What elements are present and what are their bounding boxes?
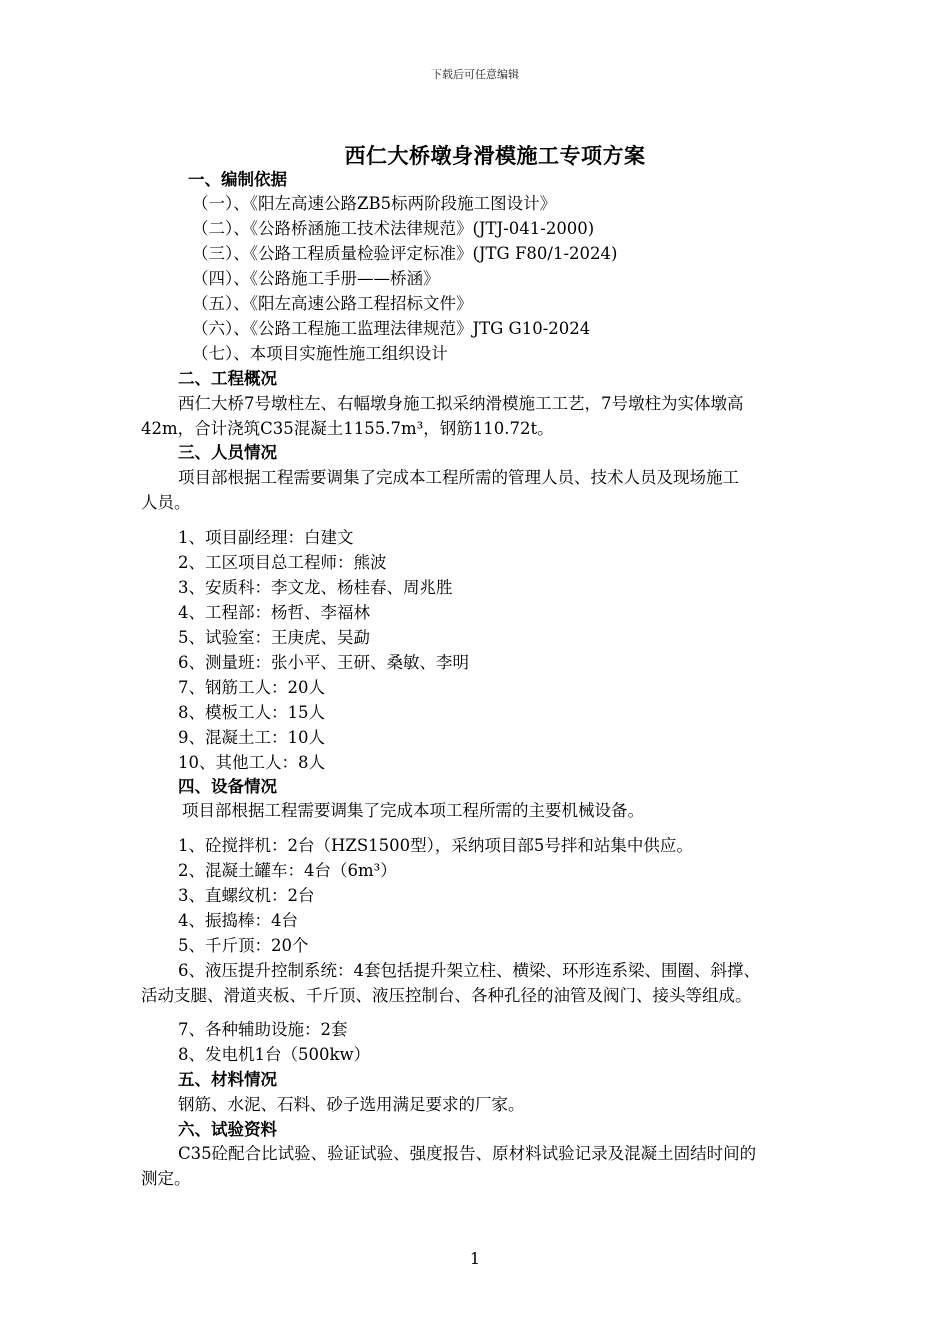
- equipment-item: 6、液压提升控制系统：4套包括提升架立柱、横梁、环形连系梁、围圈、斜撑、: [178, 961, 760, 980]
- equipment-item: 4、振捣棒：4台: [178, 911, 298, 930]
- personnel-item: 2、工区项目总工程师：熊波: [178, 553, 387, 572]
- section-heading-testing: 六、试验资料: [178, 1120, 277, 1139]
- section-heading-equipment: 四、设备情况: [178, 777, 277, 796]
- personnel-item: 8、模板工人：15人: [178, 703, 325, 722]
- personnel-item: 6、测量班：张小平、王研、桑敏、李明: [178, 653, 469, 672]
- personnel-item: 3、安质科：李文龙、杨桂春、周兆胜: [178, 578, 453, 597]
- personnel-item: 4、工程部：杨哲、李福林: [178, 603, 370, 622]
- materials-paragraph: 钢筋、水泥、石料、砂子选用满足要求的厂家。: [178, 1095, 525, 1114]
- personnel-paragraph-line: 项目部根据工程需要调集了完成本工程所需的管理人员、技术人员及现场施工: [178, 468, 739, 487]
- basis-item: （三）、《公路工程质量检验评定标准》(JTG F80/1-2024): [192, 244, 618, 263]
- basis-item: （五）、《阳左高速公路工程招标文件》: [192, 294, 473, 313]
- section-heading-basis: 一、编制依据: [188, 170, 287, 189]
- overview-paragraph-line: 西仁大桥7号墩柱左、右幅墩身施工拟采纳滑模施工工艺，7号墩柱为实体墩高: [178, 394, 744, 413]
- personnel-item: 7、钢筋工人：20人: [178, 678, 325, 697]
- personnel-item: 10、其他工人：8人: [178, 753, 325, 772]
- basis-item: （四）、《公路施工手册——桥涵》: [192, 269, 440, 288]
- page-number: 1: [469, 1249, 481, 1268]
- testing-paragraph-line: 测定。: [141, 1169, 191, 1188]
- personnel-item: 1、项目副经理：白建文: [178, 528, 354, 547]
- section-heading-materials: 五、材料情况: [178, 1070, 277, 1089]
- section-heading-overview: 二、工程概况: [178, 369, 277, 388]
- equipment-item: 8、发电机1台（500kw）: [178, 1045, 371, 1064]
- equipment-item: 活动支腿、滑道夹板、千斤顶、液压控制台、各种孔径的油管及阀门、接头等组成。: [141, 986, 752, 1005]
- overview-paragraph-line: 42m，合计浇筑C35混凝土1155.7m³，钢筋110.72t。: [141, 419, 554, 438]
- equipment-item: 1、砼搅拌机：2台（HZS1500型），采纳项目部5号拌和站集中供应。: [178, 836, 693, 855]
- testing-paragraph-line: C35砼配合比试验、验证试验、强度报告、原材料试验记录及混凝土固结时间的: [178, 1144, 757, 1163]
- section-heading-personnel: 三、人员情况: [178, 443, 277, 462]
- equipment-paragraph: 项目部根据工程需要调集了完成本项工程所需的主要机械设备。: [182, 801, 644, 820]
- equipment-item: 5、千斤顶：20个: [178, 936, 309, 955]
- personnel-item: 5、试验室：王庚虎、吴勐: [178, 628, 370, 647]
- equipment-item: 7、各种辅助设施：2套: [178, 1020, 348, 1039]
- basis-item: （二）、《公路桥涵施工技术法律规范》(JTJ-041-2000): [192, 219, 595, 238]
- equipment-item: 2、混凝土罐车：4台（6m³）: [178, 861, 397, 880]
- document-title: 西仁大桥墩身滑模施工专项方案: [344, 143, 646, 168]
- equipment-item: 3、直螺纹机：2台: [178, 886, 315, 905]
- personnel-paragraph-line: 人员。: [141, 493, 191, 512]
- basis-item: （六）、《公路工程施工监理法律规范》JTG G10-2024: [192, 319, 591, 338]
- basis-item: （七）、本项目实施性施工组织设计: [192, 344, 448, 363]
- personnel-item: 9、混凝土工：10人: [178, 728, 325, 747]
- header-note: 下载后可任意编辑: [431, 68, 519, 81]
- basis-item: （一）、《阳左高速公路ZB5标两阶段施工图设计》: [192, 194, 557, 213]
